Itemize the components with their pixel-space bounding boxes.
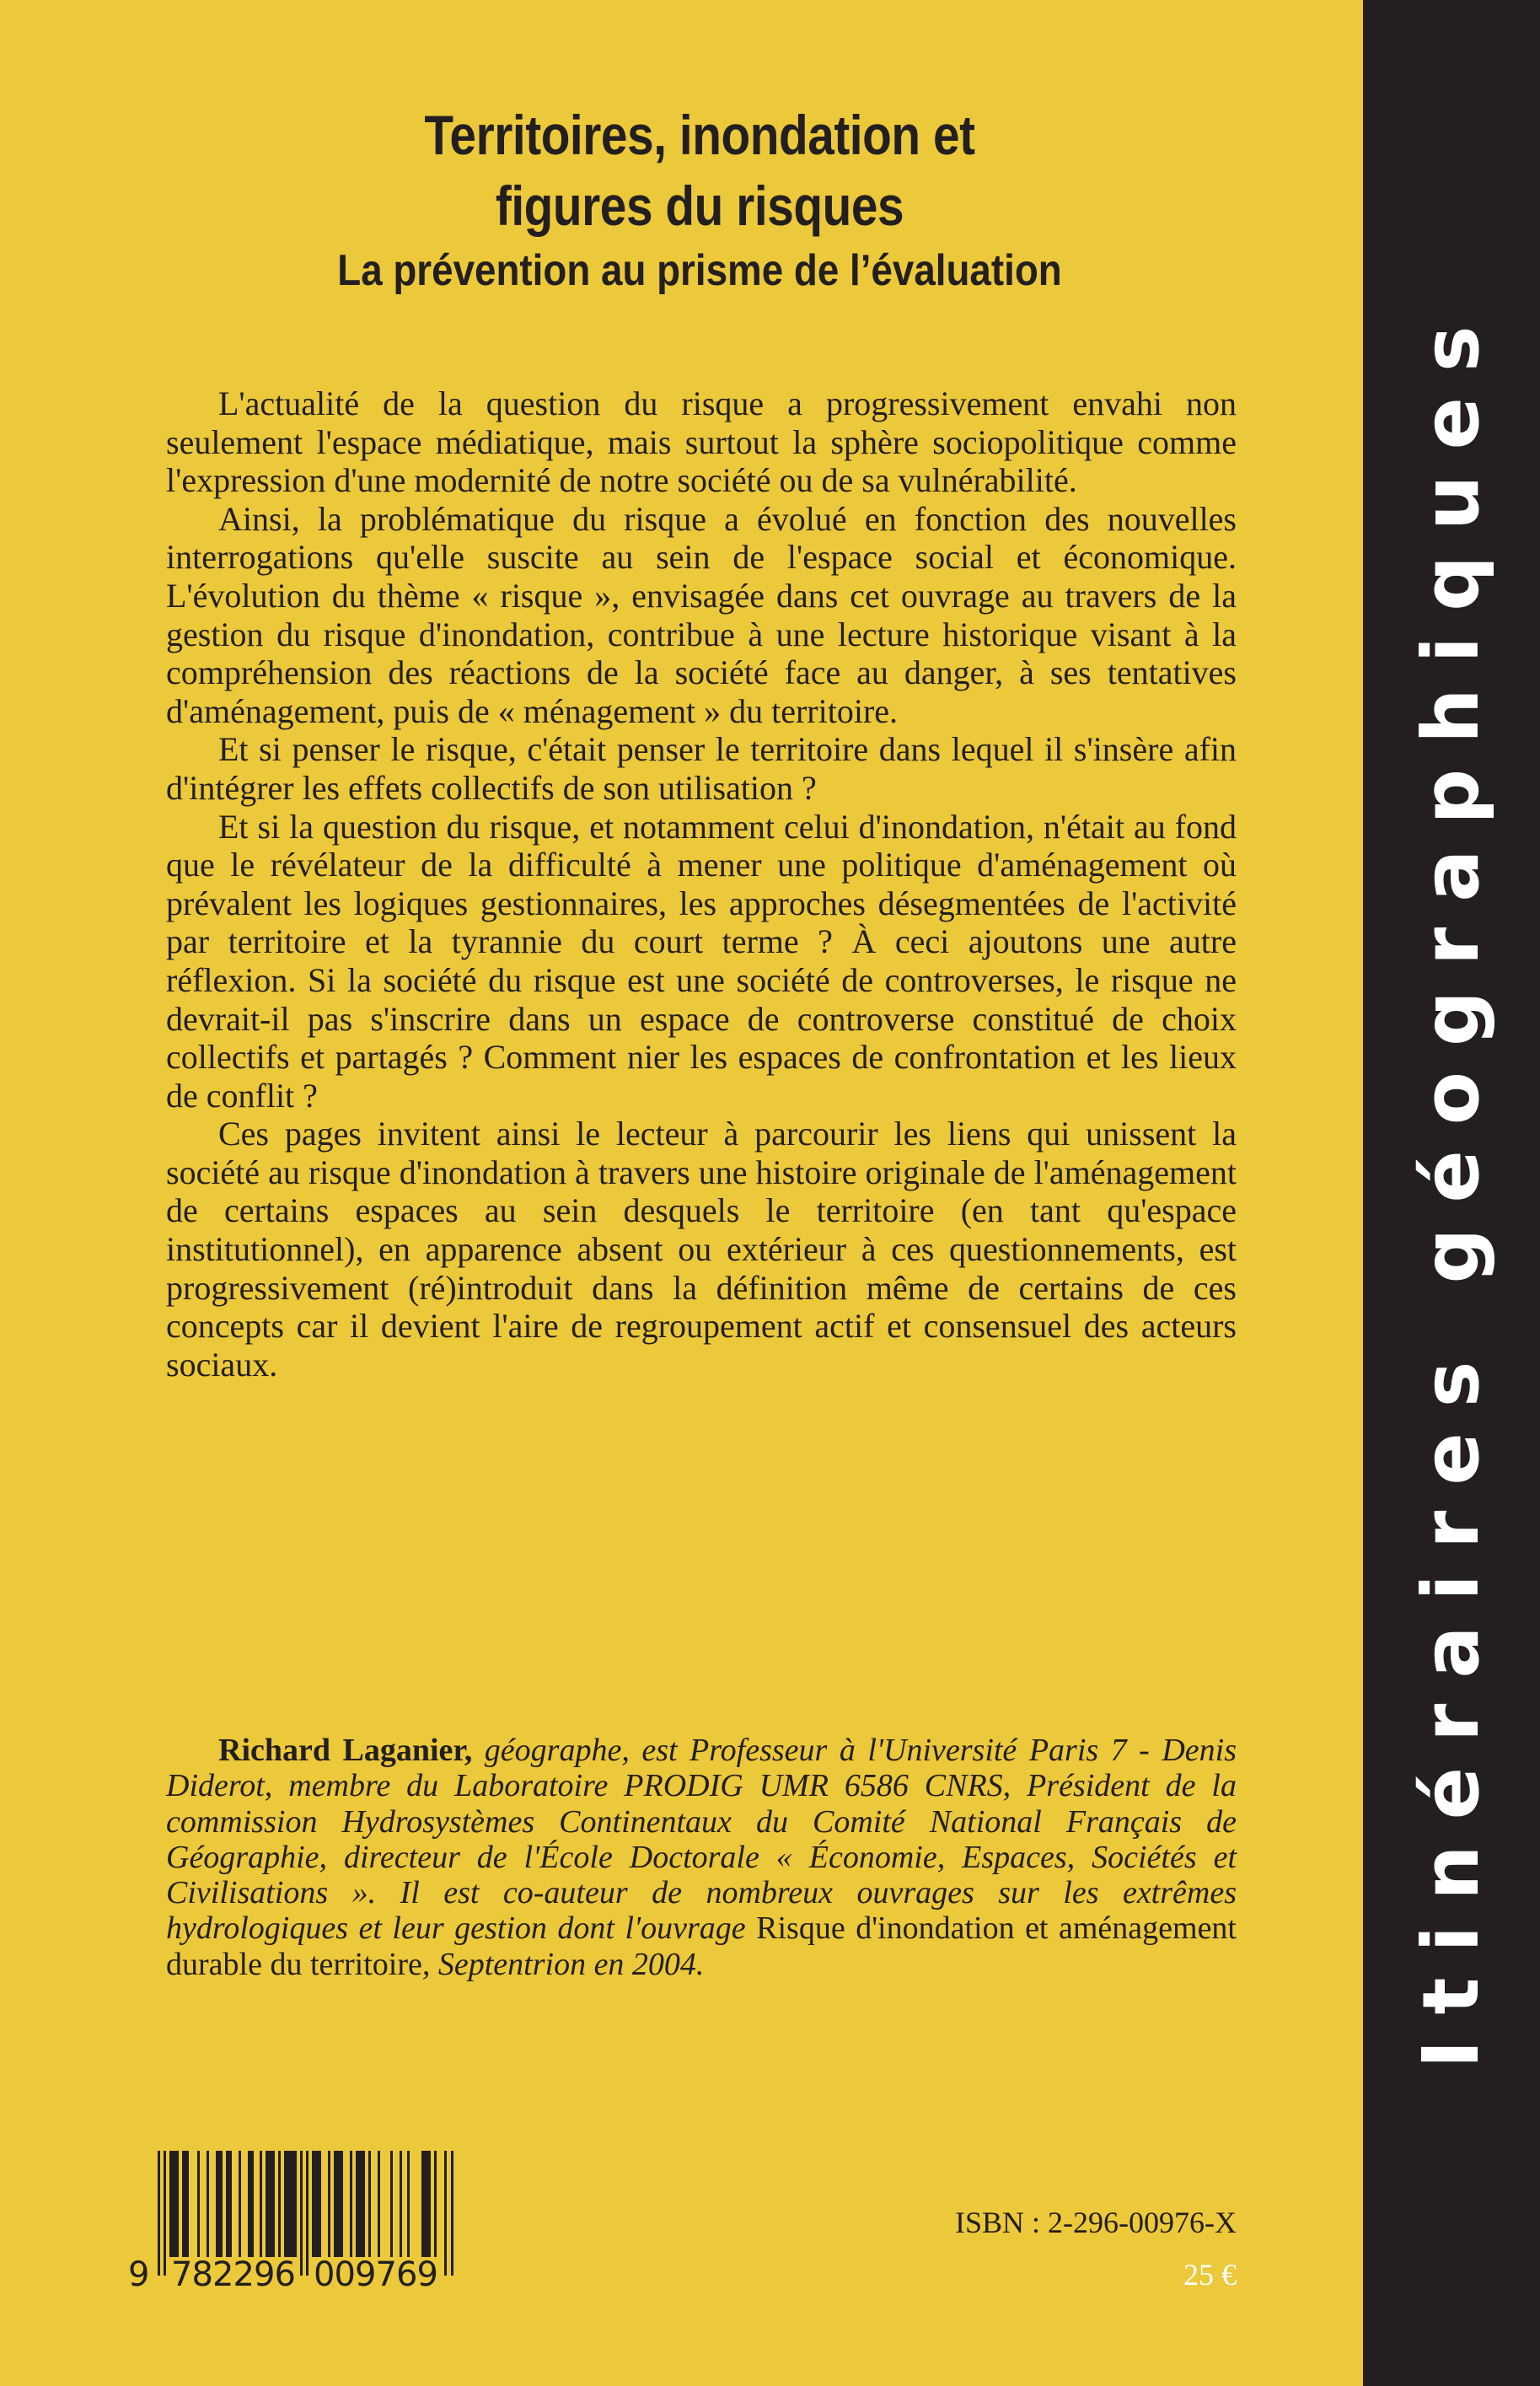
blurb xyxy=(166,384,1237,1384)
price: 25 € xyxy=(1183,2258,1237,2292)
barcode xyxy=(126,2148,464,2300)
blurb-paragraph: L'actualité de la question du risque a progressivement envahi non seulement l'espace médiatique, mais surtout la sphère sociopolitique comme l'expression d'une modernité de notre société ou de sa vulnérabilité. xyxy=(166,384,1237,500)
blurb-paragraph: Ainsi, la problématique du risque a évolué en fonction des nouvelles interrogations qu'elle suscite au sein de l'espace social et économique. L'évolution du thème « risque », envisagée dans cet ouvrage au travers de la gestion du risque d'inondation, contribue à une lecture historique visant à la compréhension des réactions de la société face au danger, à ses tentatives d'aménagement, puis de « ménagement » du territoire. xyxy=(166,499,1237,730)
author-bio xyxy=(166,1733,1237,1982)
author-bio-text-end: , Septentrion en 2004. xyxy=(421,1946,705,1982)
book-subtitle: La prévention au prisme de l’évaluation xyxy=(337,246,1062,295)
title-block xyxy=(152,99,1248,300)
series-title-vertical: Itinéraires géographiques xyxy=(1406,300,1496,2069)
author-bio-text: géographe, est Professeur à l'Université Paris 7 - Denis Diderot, membre du Laboratoire PRODIG UMR 6586 CNRS, Président de la commission Hydrosystèmes Continentaux du Comité National Français de Géographie, directeur de l'École Doctorale « Économie, Espaces, Sociétés et Civilisations ». Il est co-auteur de nombreux ouvrages sur les extrêmes hydrologiques et leur gestion dont l'ouvrage xyxy=(166,1733,1237,1947)
author-name: Richard Laganier, xyxy=(218,1733,473,1768)
author-bio-paragraph xyxy=(166,1733,1237,1982)
book-title-line-2: figures du risques xyxy=(495,175,904,237)
blurb-paragraph: Et si penser le risque, c'était penser le territoire dans lequel il s'insère afin d'intégrer les effets collectifs de son utilisation ? xyxy=(166,730,1237,807)
blurb-paragraph: Et si la question du risque, et notamment celui d'inondation, n'était au fond que le révélateur de la difficulté à mener une politique d'aménagement où prévalent les logiques gestionnaires, les approches désegmentées de l'activité par territoire et la tyrannie du court terme ? À ceci ajoutons une autre réflexion. Si la société du risque est une société de controverses, le risque ne devrait-il pas s'inscrire dans un espace de controverse constitué de choix collectifs et partagés ? Comment nier les espaces de confrontation et les lieux de conflit ? xyxy=(166,807,1237,1115)
isbn: ISBN : 2-296-00976-X xyxy=(955,2206,1237,2239)
blurb-paragraph: Ces pages invitent ainsi le lecteur à parcourir les liens qui unissent la société au risque d'inondation à travers une histoire originale de l'aménagement de certains espaces au sein desquels le territoire (en tant qu'espace institutionnel), en apparence absent ou extérieur à ces questionnements, est progressivement (ré)introduit dans la définition même de certains de ces concepts car il devient l'aire de regroupement actif et consensuel des acteurs sociaux. xyxy=(166,1115,1237,1384)
barcode-digit-prefix: 9 xyxy=(128,2255,150,2294)
band-edge xyxy=(1363,0,1368,2386)
barcode-digits-right: 009769 xyxy=(314,2255,438,2294)
barcode-digits-left: 782296 xyxy=(171,2255,296,2294)
book-title-line-1: Territoires, inondation et xyxy=(424,104,975,166)
cited-book-title: Risque d'inondation et aménagement durable du territoire xyxy=(166,1910,1237,1982)
